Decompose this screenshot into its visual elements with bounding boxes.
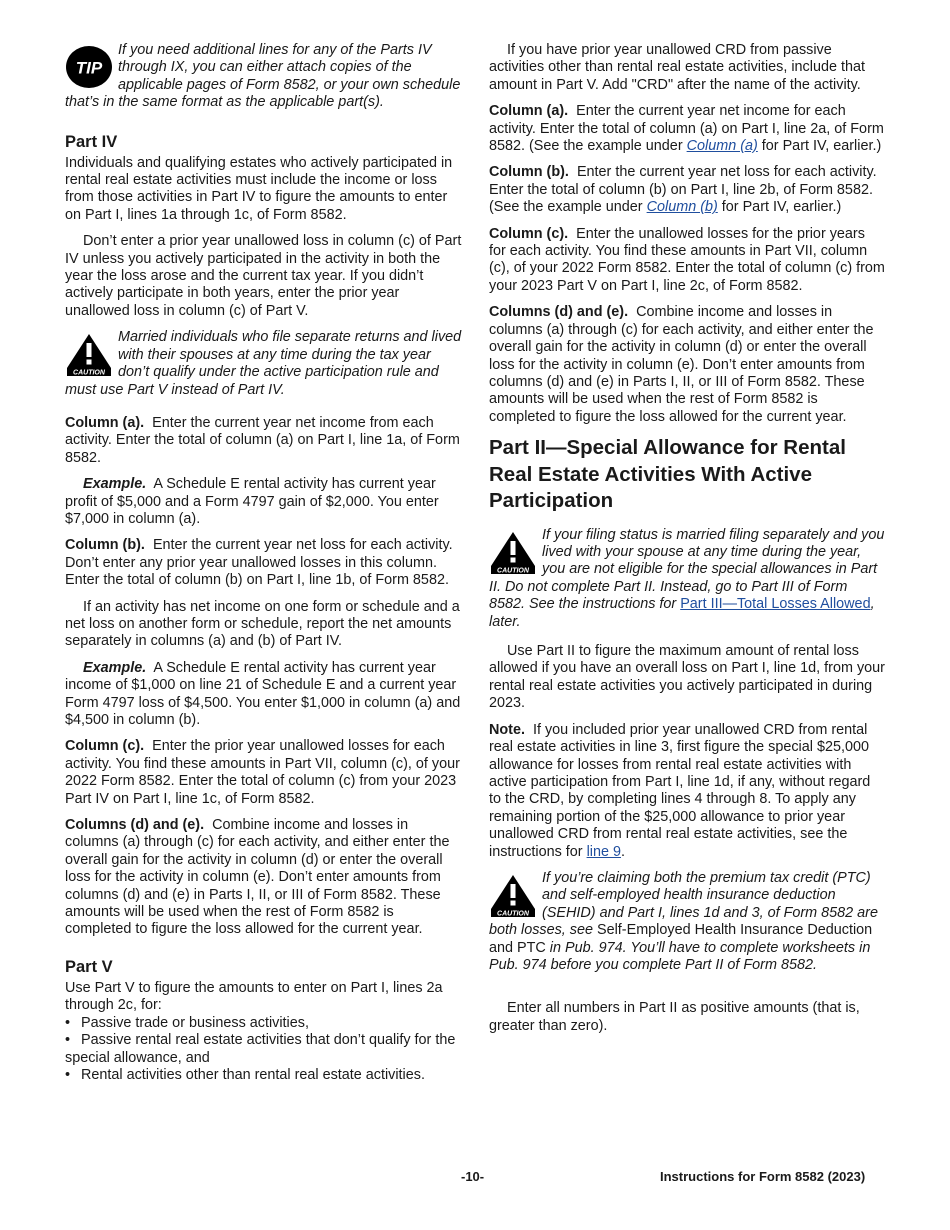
caution-icon xyxy=(489,530,537,574)
document-title: Instructions for Form 8582 (2023) xyxy=(660,1169,866,1184)
column-b-paragraph: Column (b). Enter the current year net loss for each activity. Enter the total of column (b) on Part I, line 2b, of Form 8582. (See the example under Column (b) for Part IV, earlier.) xyxy=(489,164,877,216)
part-iv-paragraph-2: Don’t enter a prior year unallowed loss in column (c) of Part IV unless you actively participated in the activity in both the year the loss arose and the current tax year. If you didn’t actively participate in both years, enter the prior year unallowed loss in column (c) of Part V. xyxy=(65,233,462,319)
part-v-intro: Use Part V to figure the amounts to enter on Part I, lines 2a through 2c, for: xyxy=(65,979,443,1014)
tip-note xyxy=(65,42,462,112)
svg-text:TIP: TIP xyxy=(75,58,103,78)
caution-icon xyxy=(489,873,537,917)
tip-icon xyxy=(65,45,113,89)
part-iii-link[interactable]: Part III—Total Losses Allowed xyxy=(680,596,871,613)
part-iv-paragraph-1: Individuals and qualifying estates who actively participated in rental real estate activities must include the income or loss from those activities in Part IV to figure the amounts to enter on Part I, lines 1a through 1c, of Form 8582. xyxy=(65,154,453,223)
example-1: Example. A Schedule E rental activity has current year profit of $5,000 and a Form 4797 gain of $2,000. You enter $7,000 in column (a). xyxy=(65,476,439,527)
caution-note-2: CAUTION If your filing status is married filing separately and you lived with your spouse at any time during the year, you are not eligible for the special allowances in Part II. Do not complete Part II. Instead, go to Part III of Form 8582. See the instructions for Part III—Total Losses Allowed, later. xyxy=(489,526,885,630)
crd-paragraph: If you have prior year unallowed CRD from passive activities other than rental real estate activities, include that amount in Part V. Add "CRD" after the name of the activity. xyxy=(489,42,865,93)
caution-icon xyxy=(65,332,113,376)
page-number: -10- xyxy=(461,1169,485,1184)
list-item: • Passive trade or business activities, xyxy=(65,1014,309,1031)
list-item: • Passive rental real estate activities that don’t qualify for the special allowance, and xyxy=(65,1032,456,1066)
note-paragraph: Note. If you included prior year unallowed CRD from rental real estate activities in line 3, first figure the special $25,000 allowance for losses from rental real estate activities with active participation from Part I, line 1d, if any, without regard to the CRD, by completing lines 4 through 8. To apply any remaining portion of the $25,000 allowance to prior year unallowed CRD from rental real estate activities, see the instructions for line 9. xyxy=(489,721,871,860)
example-2: Example. A Schedule E rental activity has current year income of $1,000 on line 21 of Schedule E and a current year Form 4797 loss of $4,500. You enter $1,000 in column (a) and $4,500 in column (b). xyxy=(65,659,461,728)
caution-text-1: Married individuals who file separate returns and lived with their spouses at any time during the tax year don’t qualify under the active participation rule and must use Part V instead of Part IV. xyxy=(65,329,462,398)
part-ii-heading: Part II—Special Allowance for Rental Real Estate Activities With Active Participation xyxy=(489,436,846,513)
list-item: • Rental activities other than rental real estate activities. xyxy=(65,1066,425,1083)
column-c-paragraph: Column (c). Enter the prior year unallowed losses for each activity. You find these amounts in Part VII, column (c), of your 2022 Form 8582. Enter the total of column (c) from your 2023 Part IV on Part I, line 1c, of Form 8582. xyxy=(65,738,460,807)
line-9-link[interactable]: line 9 xyxy=(586,843,621,860)
part-v-heading: Part V xyxy=(65,957,113,976)
caution-note-3: CAUTION If you’re claiming both the premium tax credit (PTC) and self-employed health insurance deduction (SEHID) and Part I, lines 1d and 3, of Form 8582 are both losses, see Self-Employed Health Insurance Deduction and PTC in Pub. 974. You’ll have to complete worksheets in Pub. 974 before you complete Part II of Form 8582. xyxy=(489,869,878,973)
columns-d-e-paragraph: Columns (d) and (e). Combine income and losses in columns (a) through (c) for each activity, and either enter the overall gain for the activity in column (d) or enter the overall loss for the activity in column (e). Don’t enter amounts from columns (d) and (e) in Parts I, II, or III of Form 8582. These amounts will be used when the rest of Form 8582 is completed to figure the loss allowed for the current year. xyxy=(65,817,450,938)
tip-text: If you need additional lines for any of the Parts IV through IX, you can either attach copies of the applicable pages of Form 8582, or your own schedule that’s in the same format as the applicable part(s). xyxy=(65,42,461,111)
svg-text:CAUTION: CAUTION xyxy=(497,567,529,574)
column-a-paragraph: Column (a). Enter the current year net income from each activity. Enter the total of column (a) on Part I, line 1a, of Form 8582. xyxy=(65,414,460,466)
use-part-ii-paragraph: Use Part II to figure the maximum amount of rental loss allowed if you have an overall loss on Part I, line 1d, from your rental real estate activities you actively participated in during 2023. xyxy=(489,643,885,712)
svg-text:CAUTION: CAUTION xyxy=(73,369,105,377)
part-iv-heading: Part IV xyxy=(65,132,118,151)
column-a-link[interactable]: Column (a) xyxy=(686,138,758,155)
column-c-paragraph: Column (c). Enter the unallowed losses for the prior years for each activity. You find these amounts in Part VII, column (c), of your 2022 Form 8582. Enter the total of column (c) from your 2023 Part V on Part I, line 2c, of Form 8582. xyxy=(489,225,885,294)
final-paragraph: Enter all numbers in Part II as positive amounts (that is, greater than zero). xyxy=(489,1000,860,1034)
column-b-link[interactable]: Column (b) xyxy=(646,199,718,216)
columns-d-e-paragraph: Columns (d) and (e). Combine income and losses in columns (a) through (c) for each activity, and either enter the overall gain for the activity in column (d) or enter the overall loss for the activity in column (e). Don’t enter amounts from columns (d) and (e) in Parts I, II, or III of Form 8582. These amounts will be used when the rest of Form 8582 is completed to figure the loss allowed for the current year. xyxy=(489,304,874,425)
left-column xyxy=(65,42,462,1084)
column-b-paragraph-2: If an activity has net income on one form or schedule and a net loss on another form or schedule, report the net amounts separately in columns (a) and (b) of Part IV. xyxy=(65,598,460,650)
column-a-paragraph: Column (a). Enter the current year net income for each activity. Enter the total of column (a) on Part I, line 2a, of Form 8582. (See the example under Column (a) for Part IV, earlier.) xyxy=(489,103,884,155)
right-column xyxy=(489,42,885,1044)
column-b-paragraph: Column (b). Enter the current year net loss for each activity. Don’t enter any prior year unallowed losses in this column. Enter the total of column (b) on Part I, line 1b, of Form 8582. xyxy=(65,537,453,589)
caution-note-1 xyxy=(65,329,462,399)
svg-text:CAUTION: CAUTION xyxy=(497,910,529,917)
